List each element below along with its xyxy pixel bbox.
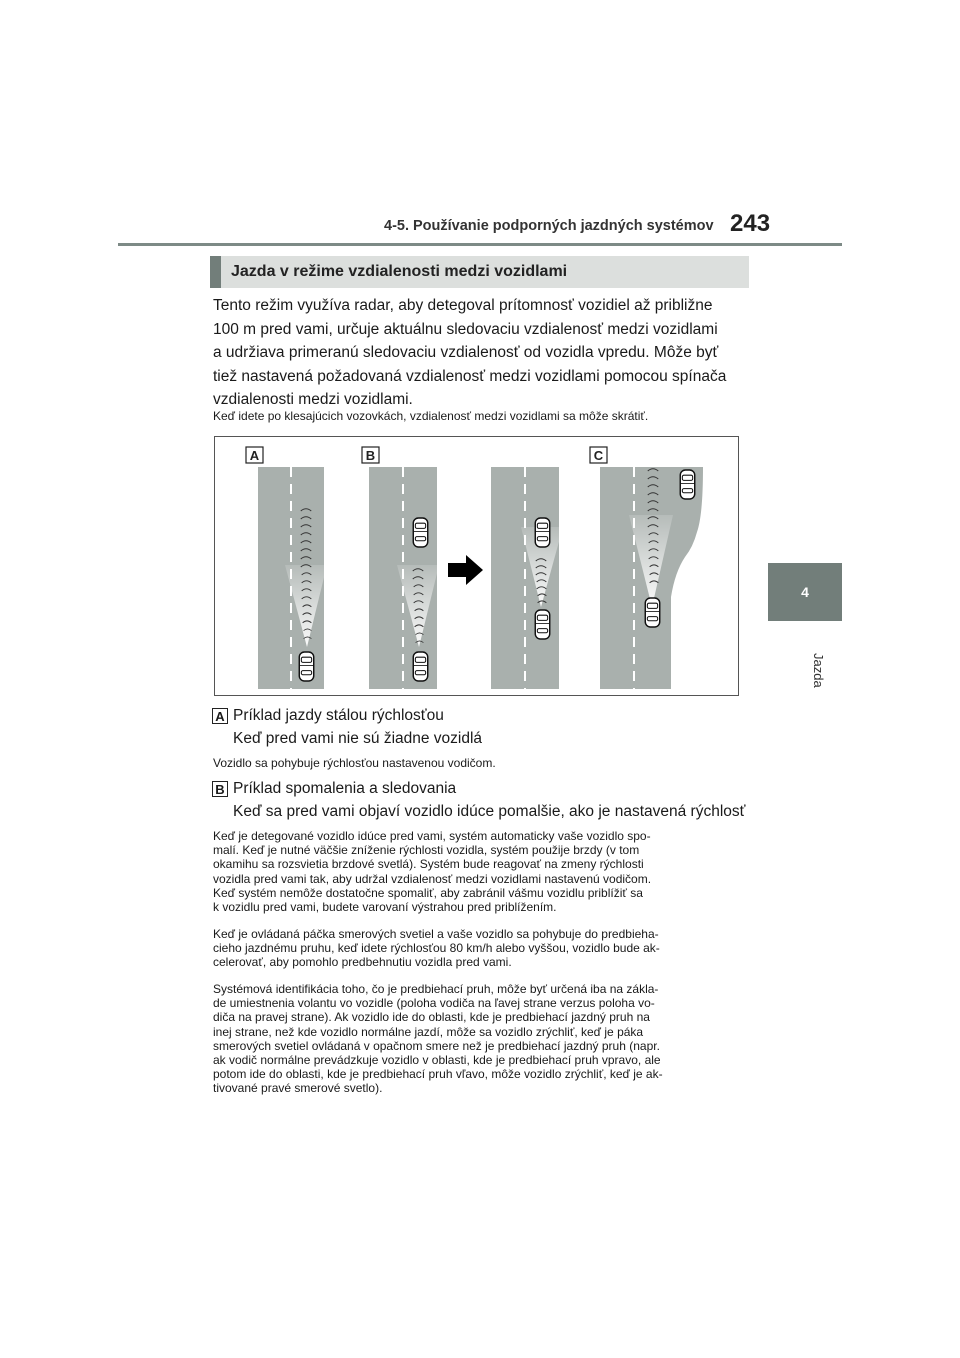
note-line: okamihu sa rozsvietia brzdové svetlá). Systém bude reagovať na zmeny rýchlosti: [213, 857, 644, 872]
panel-label-a: [246, 447, 263, 463]
distance-control-illustration: [214, 436, 739, 696]
svg-text:C: C: [593, 448, 604, 463]
note-line: diča na pravej strane). Ak vozidlo ide do oblasti, kde je predbiehací jazdný pruh na: [213, 1010, 650, 1025]
example-a-subtitle: Keď pred vami nie sú žiadne vozidlá: [233, 730, 483, 747]
note-line: vozidla pred vami tak, aby udržal vzdialenosť medzi vozidlami nastavenú vodičom.: [213, 871, 652, 886]
intro-line: Tento režim využíva radar, aby detegoval prítomnosť vozidiel až približne: [213, 297, 713, 314]
note-line: smerových svetiel ovládaná v opačnom smere než je predbiehací jazdný pruh (napr.: [213, 1038, 660, 1053]
note-line: de umiestnenia volantu vo vozidle (poloha vodiča na ľavej strane verzus poloha vo-: [213, 996, 655, 1011]
note-line: Systémová identifikácia toho, čo je predbiehací pruh, môže byť určená iba na zákla-: [213, 982, 659, 996]
note-line: celerovať, aby pomohlo predbehnutiu vozidla pred vami.: [213, 955, 512, 970]
intro-line: 100 m pred vami, určuje aktuálnu sledovaciu vzdialenosť medzi vozidlami: [213, 320, 718, 338]
section-heading: Jazda v režime vzdialenosti medzi vozidlami: [231, 263, 568, 280]
own-car-b: [413, 652, 427, 681]
example-b-subtitle: Keď sa pred vami objaví vozidlo idúce pomalšie, ako je nastavená rýchlosť: [233, 803, 746, 820]
page-number: 243: [730, 210, 771, 237]
running-header-title: 4-5. Používanie podporných jazdných systémov: [384, 218, 714, 234]
section-heading-banner: [210, 256, 749, 288]
svg-text:B: B: [365, 448, 376, 463]
note-line: Keď systém nemôže dostatočne spomaliť, aby zabránil vášmu vozidlu priblížiť sa: [213, 885, 643, 900]
intro-paragraph: [213, 294, 753, 412]
example-a-marker: A: [212, 708, 228, 724]
panel-label-b: [362, 447, 379, 463]
note-line: Keď je ovládaná páčka smerových svetiel a vaše vozidlo sa pohybuje do predbieha-: [213, 927, 659, 941]
preceding-car-b: [413, 518, 427, 547]
chapter-tab: [768, 563, 842, 621]
example-a-title: Príklad jazdy stálou rýchlosťou: [233, 707, 444, 724]
note-line: malí. Keď je nutné väčšie zníženie rýchlosti vozidla, systém použije brzdy (v tom: [213, 843, 640, 858]
note-line: cieho jazdnému pruhu, keď idete rýchlosťou 80 km/h alebo vyššou, vozidlo bude ak-: [213, 941, 660, 956]
chapter-number: 4: [801, 584, 809, 600]
note-line: inej strane, než kde vozidlo normálne jazdí, môže sa vozidlo zrýchliť, keď je páka: [213, 1024, 644, 1039]
example-b-title: Príklad spomalenia a sledovania: [233, 780, 457, 797]
chapter-label: Jazda: [811, 652, 826, 688]
merging-car-c: [680, 470, 694, 499]
note-line: Keď je detegované vozidlo idúce pred vami, systém automaticky vaše vozidlo spo-: [213, 829, 651, 843]
note-line: ak vodič normálne prevádzkuje vozidlo v oblasti, kde je predbiehací pruh vpravo, ale: [213, 1053, 661, 1068]
header-divider: [118, 243, 842, 246]
note-line: k vozidlu pred vami, budete varovaní výstrahou pred priblížením.: [213, 900, 557, 915]
intro-line: vzdialenosti medzi vozidlami.: [213, 391, 413, 408]
example-b-paragraph-1: [213, 829, 758, 914]
road-scenes-svg: [215, 437, 740, 697]
intro-line: a udržiava primeranú sledovaciu vzdialenosť od vozidla vpredu. Môže byť: [213, 344, 719, 361]
svg-text:A: A: [249, 448, 260, 463]
example-a-note: Vozidlo sa pohybuje rýchlosťou nastavenou vodičom.: [213, 756, 496, 770]
intro-line: tiež nastavená požadovaná vzdialenosť medzi vozidlami pomocou spínača: [213, 367, 727, 385]
own-car-b2: [535, 610, 549, 639]
example-b-paragraph-3: [213, 982, 758, 1096]
panel-label-c: [590, 447, 607, 463]
example-b-paragraph-2: [213, 927, 758, 970]
preceding-car-b2: [535, 518, 549, 547]
own-car-c: [645, 598, 659, 627]
example-b-marker: B: [212, 781, 228, 797]
downhill-note: Keď idete po klesajúcich vozovkách, vzdialenosť medzi vozidlami sa môže skrátiť.: [213, 409, 649, 423]
transition-arrow-icon: [448, 555, 483, 585]
note-line: tivované pravé smerové svetlo).: [213, 1081, 383, 1096]
own-car-a: [299, 652, 313, 681]
note-line: potom ide do oblasti, kde je predbiehací pruh vľavo, môže vozidlo zrýchliť, keď je ak-: [213, 1067, 663, 1082]
